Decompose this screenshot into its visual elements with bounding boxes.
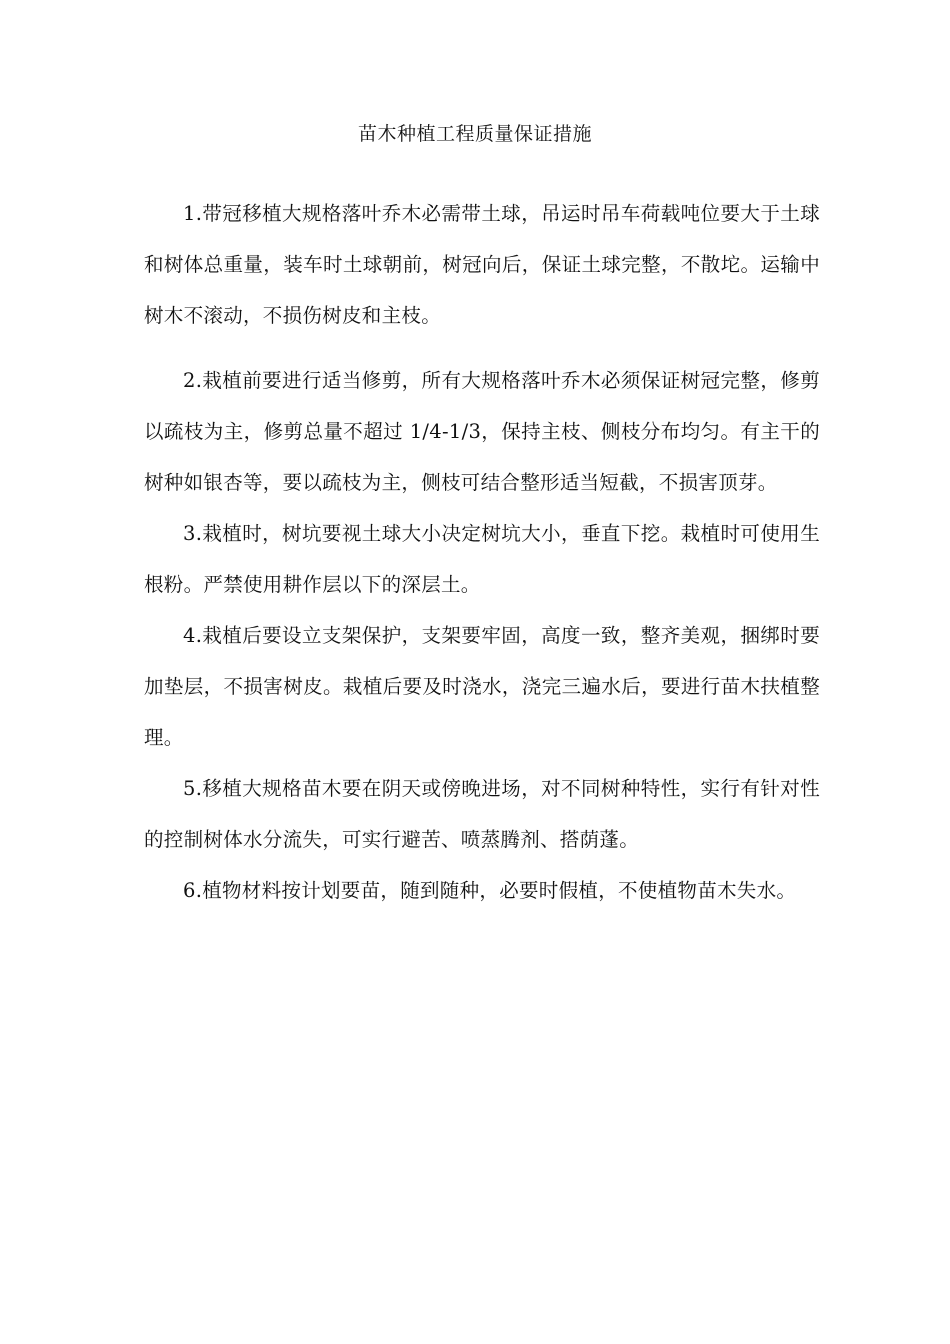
paragraph-4: 4.栽植后要设立支架保护，支架要牢固，高度一致，整齐美观，捆绑时要加垫层，不损害树皮。栽植后要及时浇水，浇完三遍水后，要进行苗木扶植整理。: [144, 624, 820, 749]
paragraph-2: 2.栽植前要进行适当修剪，所有大规格落叶乔木必须保证树冠完整，修剪以疏枝为主，修剪总量不超过 1/4-1/3，保持主枝、侧枝分布均匀。有主干的树种如银杏等，要以疏枝为主，侧枝可结合整形适当短截，不损害顶芽。: [144, 369, 820, 494]
paragraph-1: 1.带冠移植大规格落叶乔木必需带土球，吊运时吊车荷载吨位要大于土球和树体总重量，装车时土球朝前，树冠向后，保证土球完整，不散坨。运输中树木不滚动，不损伤树皮和主枝。: [144, 202, 820, 327]
paragraph-3: 3.栽植时，树坑要视土球大小决定树坑大小，垂直下挖。栽植时可使用生根粉。严禁使用耕作层以下的深层土。: [144, 522, 820, 596]
document-body: [144, 188, 820, 916]
paragraph-5: 5.移植大规格苗木要在阴天或傍晚进场，对不同树种特性，实行有针对性的控制树体水分流失，可实行避苦、喷蒸腾剂、搭荫蓬。: [144, 777, 820, 851]
document-title: 苗木种植工程质量保证措施: [357, 123, 592, 145]
paragraph-6: 6.植物材料按计划要苗，随到随种，必要时假植，不使植物苗木失水。: [183, 879, 797, 902]
